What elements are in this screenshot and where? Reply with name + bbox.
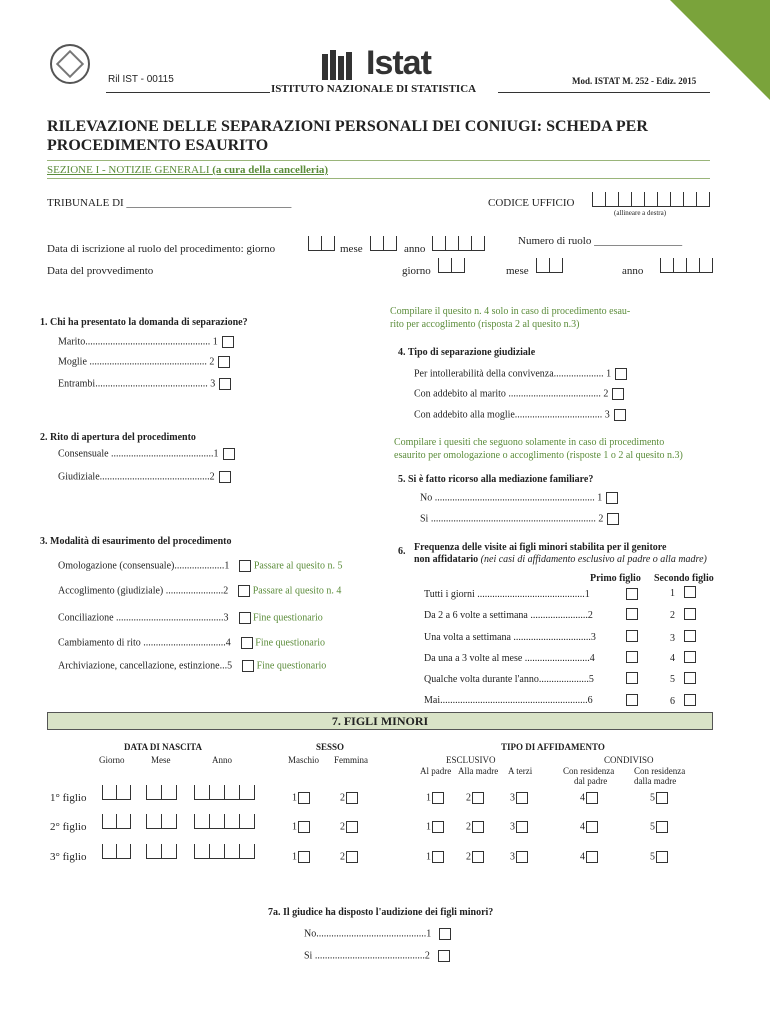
mese-input[interactable] xyxy=(146,844,177,859)
q7a-option-1[interactable] xyxy=(304,928,451,940)
code: 4 xyxy=(580,851,585,863)
q5-note-2: esaurito per omologazione o accoglimento (risposte 1 o 2 al quesito n.3) xyxy=(394,450,683,461)
checkbox[interactable] xyxy=(222,336,234,348)
q7a-title: 7a. Il giudice ha disposto l'audizione dei figli minori? xyxy=(268,907,494,918)
checkbox[interactable] xyxy=(656,851,668,863)
checkbox[interactable] xyxy=(238,585,250,597)
checkbox[interactable] xyxy=(239,612,251,624)
provv-mese-label: mese xyxy=(506,265,529,277)
iscrizione-giorno-input[interactable] xyxy=(308,236,335,251)
con-res-padre-2: dal padre xyxy=(574,776,608,786)
checkbox[interactable] xyxy=(346,792,358,804)
code: 5 xyxy=(650,821,655,833)
q2-title: 2. Rito di apertura del procedimento xyxy=(40,432,196,443)
q4-note-2: rito per accoglimento (risposta 2 al quesito n.3) xyxy=(390,319,580,330)
checkbox[interactable] xyxy=(432,792,444,804)
q1-option-label: Marito.................................................. 1 xyxy=(58,336,218,348)
q6-code-2: 2 xyxy=(670,610,675,621)
q1-option-2[interactable] xyxy=(58,356,230,368)
femmina-header: Femmina xyxy=(334,755,368,765)
maschio-option[interactable] xyxy=(292,851,310,863)
a-terzi-header: A terzi xyxy=(508,766,533,776)
q5-title: 5. Si è fatto ricorso alla mediazione familiare? xyxy=(398,474,594,485)
checkbox[interactable] xyxy=(607,513,619,525)
q6-title-1: Frequenza delle visite ai figli minori stabilita per il genitore xyxy=(414,542,667,553)
provv-anno-input[interactable] xyxy=(660,258,713,273)
cond-padre-option[interactable] xyxy=(580,851,598,863)
al-padre-option[interactable] xyxy=(426,851,444,863)
q1-option-label: Moglie ............................................... 2 xyxy=(58,356,215,368)
q6-secondo-checkbox-6[interactable] xyxy=(684,694,696,706)
section-label-text: SEZIONE I - NOTIZIE GENERALI xyxy=(47,164,210,176)
code: 1 xyxy=(292,851,297,863)
checkbox[interactable] xyxy=(218,356,230,368)
code: 2 xyxy=(466,851,471,863)
q7a-option-2[interactable] xyxy=(304,950,450,962)
q6-secondo-checkbox-2[interactable] xyxy=(684,608,696,620)
q2-option-2[interactable] xyxy=(58,471,231,483)
alla-madre-option[interactable] xyxy=(466,792,484,804)
q4-option-label: Con addebito al marito ..................................... 2 xyxy=(414,388,609,400)
provv-giorno-label: giorno xyxy=(402,265,431,277)
alla-madre-option[interactable] xyxy=(466,851,484,863)
q6-secondo-checkbox-5[interactable] xyxy=(684,672,696,684)
maschio-option[interactable] xyxy=(292,792,310,804)
q3-option-1[interactable] xyxy=(58,560,342,572)
q4-title: 4. Tipo di separazione giudiziale xyxy=(398,347,536,358)
q3-option-4[interactable] xyxy=(58,637,325,649)
al-padre-option[interactable] xyxy=(426,792,444,804)
a-terzi-option[interactable] xyxy=(510,821,528,833)
q1-option-label: Entrambi............................................. 3 xyxy=(58,378,216,390)
q2-option-label: Giudiziale............................................2 xyxy=(58,471,215,483)
row-label: 3° figlio xyxy=(50,851,87,863)
checkbox[interactable] xyxy=(586,851,598,863)
code: 5 xyxy=(650,851,655,863)
q6-col-secondo: Secondo figlio xyxy=(654,573,714,584)
maschio-header: Maschio xyxy=(288,755,319,765)
code: 4 xyxy=(580,821,585,833)
cond-padre-option[interactable] xyxy=(580,792,598,804)
q3-option-label: Accoglimento (giudiziale) .......................2 xyxy=(58,585,229,597)
institute-name: ISTITUTO NAZIONALE DI STATISTICA xyxy=(271,83,477,95)
section-1-label xyxy=(47,164,328,176)
mese-header: Mese xyxy=(151,755,171,765)
q4-option-label: Con addebito alla moglie................................... 3 xyxy=(414,409,610,421)
q6-title-2 xyxy=(414,554,707,565)
checkbox[interactable] xyxy=(219,378,231,390)
esclusivo-header: ESCLUSIVO xyxy=(446,755,496,765)
alla-madre-option[interactable] xyxy=(466,821,484,833)
q6-option-6: Mai...........................................................6 xyxy=(424,695,593,706)
checkbox[interactable] xyxy=(472,851,484,863)
q6-option-4: Da una a 3 volte al mese ..........................4 xyxy=(424,653,595,664)
anno-input[interactable] xyxy=(194,814,255,829)
iscrizione-label: Data di iscrizione al ruolo del procedimento: giorno xyxy=(47,243,276,255)
provv-mese-input[interactable] xyxy=(536,258,563,273)
checkbox[interactable] xyxy=(516,851,528,863)
mese-input[interactable] xyxy=(146,785,177,800)
q6-num: 6. xyxy=(398,546,406,557)
giorno-input[interactable] xyxy=(102,844,131,859)
cond-padre-option[interactable] xyxy=(580,821,598,833)
alla-madre-header: Alla madre xyxy=(458,766,499,776)
code: 3 xyxy=(510,792,515,804)
page-title-2: PROCEDIMENTO ESAURITO xyxy=(47,137,269,154)
q6-secondo-checkbox-3[interactable] xyxy=(684,630,696,642)
a-terzi-option[interactable] xyxy=(510,851,528,863)
femmina-option[interactable] xyxy=(340,821,358,833)
q3-option-label: Cambiamento di rito .................................4 xyxy=(58,637,231,649)
code: 1 xyxy=(426,792,431,804)
q6-code-1: 1 xyxy=(670,588,675,599)
iscrizione-anno-input[interactable] xyxy=(432,236,485,251)
giorno-input[interactable] xyxy=(102,814,131,829)
q3-option-note: Passare al quesito n. 5 xyxy=(253,560,343,572)
cond-madre-option[interactable] xyxy=(650,792,668,804)
checkbox[interactable] xyxy=(242,660,254,672)
checkbox[interactable] xyxy=(223,448,235,460)
tipo-affidamento-header: TIPO DI AFFIDAMENTO xyxy=(501,742,605,752)
q3-title: 3. Modalità di esaurimento del procedimento xyxy=(40,536,232,547)
istat-logo xyxy=(322,50,362,85)
code: 3 xyxy=(510,821,515,833)
condiviso-header: CONDIVISO xyxy=(604,755,654,765)
q6-option-1: Tutti i giorni ...........................................1 xyxy=(424,589,590,600)
q6-primo-checkbox-4[interactable] xyxy=(626,651,638,663)
q6-primo-checkbox-2[interactable] xyxy=(626,608,638,620)
checkbox[interactable] xyxy=(516,792,528,804)
q4-option-1[interactable] xyxy=(414,368,627,380)
code: 2 xyxy=(340,792,345,804)
istat-logo-icon xyxy=(322,50,362,80)
con-res-madre-2: dalla madre xyxy=(634,776,677,786)
page-title: RILEVAZIONE DELLE SEPARAZIONI PERSONALI DEI CONIUGI: SCHEDA PER xyxy=(47,118,648,135)
codice-ufficio-input[interactable] xyxy=(592,192,710,207)
q6-primo-checkbox-1[interactable] xyxy=(626,588,638,600)
checkbox[interactable] xyxy=(346,851,358,863)
con-res-madre-1: Con residenza xyxy=(634,766,686,776)
q6-option-5: Qualche volta durante l'anno....................5 xyxy=(424,674,594,685)
femmina-option[interactable] xyxy=(340,792,358,804)
q6-code-3: 3 xyxy=(670,633,675,644)
q3-option-note: Fine questionario xyxy=(253,612,323,624)
q6-title-bold: non affidatario xyxy=(414,554,479,565)
q6-primo-checkbox-6[interactable] xyxy=(626,694,638,706)
checkbox[interactable] xyxy=(298,792,310,804)
q1-title: 1. Chi ha presentato la domanda di separazione? xyxy=(40,317,248,328)
al-padre-header: Al padre xyxy=(420,766,452,776)
code: 4 xyxy=(580,792,585,804)
data-nascita-header: DATA DI NASCITA xyxy=(124,742,203,752)
q6-code-5: 5 xyxy=(670,674,675,685)
q3-option-label: Conciliazione ...........................................3 xyxy=(58,612,229,624)
q4-note-1: Compilare il quesito n. 4 solo in caso di procedimento esau- xyxy=(390,306,631,317)
cond-madre-option[interactable] xyxy=(650,851,668,863)
tribunale-field[interactable]: TRIBUNALE DI ______________________________ xyxy=(47,197,292,209)
q6-option-2: Da 2 a 6 volte a settimana .......................2 xyxy=(424,610,593,621)
q3-option-note: Fine questionario xyxy=(256,660,327,672)
q2-option-1[interactable] xyxy=(58,448,235,460)
iscrizione-mese-label: mese xyxy=(340,243,363,255)
model-code: Mod. ISTAT M. 252 - Ediz. 2015 xyxy=(572,76,697,86)
code: 1 xyxy=(292,792,297,804)
a-terzi-option[interactable] xyxy=(510,792,528,804)
q3-option-2[interactable] xyxy=(58,585,341,597)
checkbox[interactable] xyxy=(432,821,444,833)
q6-option-3: Una volta a settimana ...............................3 xyxy=(424,632,596,643)
q6-primo-checkbox-3[interactable] xyxy=(626,630,638,642)
al-padre-option[interactable] xyxy=(426,821,444,833)
q5-note-1: Compilare i quesiti che seguono solamente in caso di procedimento xyxy=(394,437,665,448)
iscrizione-mese-input[interactable] xyxy=(370,236,397,251)
ril-code: Ril IST - 00115 xyxy=(108,74,174,85)
checkbox[interactable] xyxy=(656,821,668,833)
q5-option-1[interactable] xyxy=(420,492,618,504)
checkbox[interactable] xyxy=(612,388,624,400)
q6-title-italic: (nei casi di affidamento esclusivo al padre o alla madre) xyxy=(480,554,707,565)
q3-option-note: Fine questionario xyxy=(255,637,325,649)
checkbox[interactable] xyxy=(438,950,450,962)
istat-logo-text: Istat xyxy=(366,44,431,82)
con-res-padre-1: Con residenza xyxy=(563,766,615,776)
checkbox[interactable] xyxy=(586,821,598,833)
q3-option-note: Passare al quesito n. 4 xyxy=(252,585,342,597)
q1-option-1[interactable] xyxy=(58,336,234,348)
q3-option-label: Omologazione (consensuale)....................1 xyxy=(58,560,230,572)
checkbox[interactable] xyxy=(615,368,627,380)
sesso-header: SESSO xyxy=(316,742,345,752)
cond-madre-option[interactable] xyxy=(650,821,668,833)
allineare-note: (allineare a destra) xyxy=(614,209,667,217)
q3-option-5[interactable] xyxy=(58,660,326,672)
checkbox[interactable] xyxy=(586,792,598,804)
q6-col-primo: Primo figlio xyxy=(590,573,641,584)
q7a-option-label: No............................................1 xyxy=(304,928,432,940)
provv-anno-label: anno xyxy=(622,265,644,277)
q5-option-label: No ................................................................ 1 xyxy=(420,492,603,504)
femmina-option[interactable] xyxy=(340,851,358,863)
q6-secondo-checkbox-4[interactable] xyxy=(684,651,696,663)
code: 2 xyxy=(340,821,345,833)
q3-option-3[interactable] xyxy=(58,612,323,624)
anno-input[interactable] xyxy=(194,844,255,859)
checkbox[interactable] xyxy=(432,851,444,863)
iscrizione-anno-label: anno xyxy=(404,243,426,255)
code: 1 xyxy=(426,821,431,833)
q3-option-label: Archiviazione, cancellazione, estinzione...5 xyxy=(58,660,233,672)
q6-code-4: 4 xyxy=(670,653,675,664)
giorno-header: Giorno xyxy=(99,755,125,765)
checkbox[interactable] xyxy=(516,821,528,833)
q2-option-label: Consensuale .........................................1 xyxy=(58,448,219,460)
mese-input[interactable] xyxy=(146,814,177,829)
provvedimento-label: Data del provvedimento xyxy=(47,265,154,277)
q7a-option-label: Si ............................................2 xyxy=(304,950,430,962)
q6-secondo-checkbox-1[interactable] xyxy=(684,586,696,598)
checkbox[interactable] xyxy=(472,792,484,804)
figli-minori-banner: 7. FIGLI MINORI xyxy=(47,712,713,730)
q4-option-2[interactable] xyxy=(414,388,624,400)
code: 2 xyxy=(340,851,345,863)
code: 3 xyxy=(510,851,515,863)
checkbox[interactable] xyxy=(656,792,668,804)
section-note-text: (a cura della cancelleria) xyxy=(212,164,329,176)
checkbox[interactable] xyxy=(346,821,358,833)
checkbox[interactable] xyxy=(298,851,310,863)
republic-emblem-icon xyxy=(50,44,90,84)
codice-ufficio-label: CODICE UFFICIO xyxy=(488,197,575,209)
checkbox[interactable] xyxy=(298,821,310,833)
checkbox[interactable] xyxy=(439,928,451,940)
q6-code-6: 6 xyxy=(670,696,675,707)
maschio-option[interactable] xyxy=(292,821,310,833)
checkbox[interactable] xyxy=(241,637,253,649)
q4-option-3[interactable] xyxy=(414,409,626,421)
code: 2 xyxy=(466,792,471,804)
code: 1 xyxy=(292,821,297,833)
code: 5 xyxy=(650,792,655,804)
checkbox[interactable] xyxy=(472,821,484,833)
giorno-input[interactable] xyxy=(102,785,131,800)
numero-ruolo-field[interactable]: Numero di ruolo ________________ xyxy=(518,235,683,247)
checkbox[interactable] xyxy=(614,409,626,421)
row-label: 2° figlio xyxy=(50,821,87,833)
checkbox[interactable] xyxy=(219,471,231,483)
checkbox[interactable] xyxy=(606,492,618,504)
checkbox[interactable] xyxy=(239,560,251,572)
row-label: 1° figlio xyxy=(50,792,87,804)
anno-header: Anno xyxy=(212,755,232,765)
q5-option-2[interactable] xyxy=(420,513,619,525)
q6-primo-checkbox-5[interactable] xyxy=(626,672,638,684)
provv-giorno-input[interactable] xyxy=(438,258,465,273)
anno-input[interactable] xyxy=(194,785,255,800)
q5-option-label: Si .................................................................. 2 xyxy=(420,513,604,525)
code: 2 xyxy=(466,821,471,833)
q1-option-3[interactable] xyxy=(58,378,231,390)
code: 1 xyxy=(426,851,431,863)
q4-option-label: Per intollerabilità della convivenza.................... 1 xyxy=(414,368,612,380)
